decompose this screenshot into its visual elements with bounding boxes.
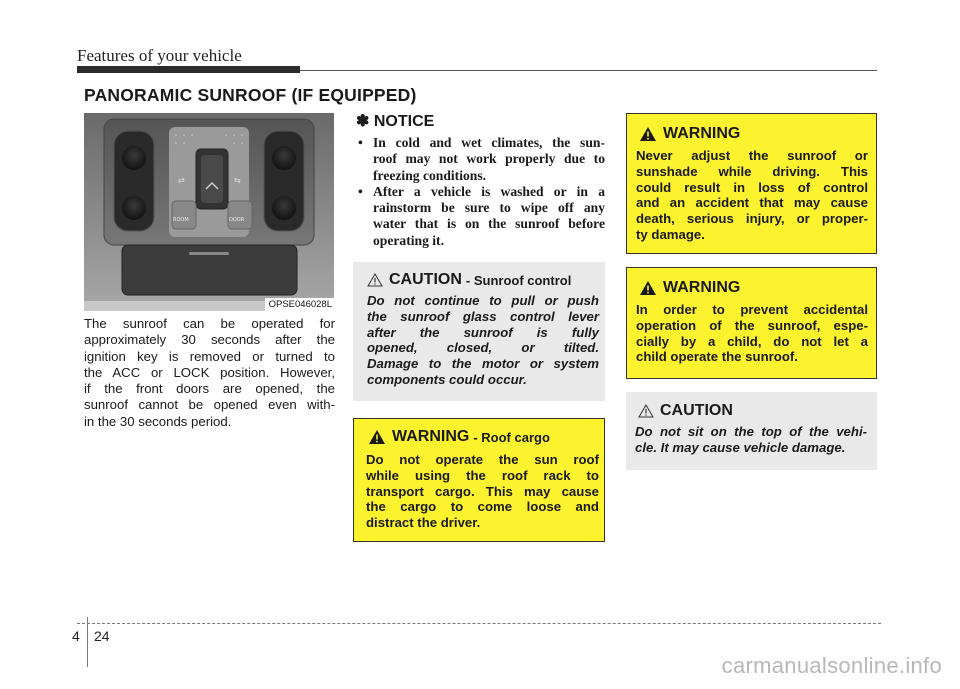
warning-child-text: [636, 302, 868, 365]
caution-line: Do not sit on the top of the vehi-: [635, 424, 867, 439]
footer-separator: [87, 617, 88, 667]
warning-child-head: [639, 279, 740, 297]
caution-line: components could occur.: [367, 371, 527, 387]
bullet-icon: •: [358, 135, 363, 150]
warning-adjust-text: [636, 148, 868, 243]
warning-cargo-head: [368, 428, 550, 446]
warning-line: sunshade while driving. This: [636, 163, 868, 179]
caution-triangle-icon: [367, 273, 383, 287]
body-line: sunroof cannot be opened even with-: [84, 397, 335, 413]
door-label: DOOR: [229, 217, 245, 223]
warning-cargo-text: [366, 452, 599, 531]
header-rule: [300, 70, 877, 71]
page-number: 24: [94, 628, 110, 644]
caution-line: cle. It may cause vehicle damage.: [635, 439, 846, 455]
caution-line: Do not continue to pull or push: [367, 293, 599, 308]
body-line: The sunroof can be operated for: [84, 316, 335, 331]
caution-line: after the sunroof is fully: [367, 324, 599, 340]
warning-line: distract the driver.: [366, 515, 481, 531]
caution-sunroof-text: [367, 293, 599, 388]
warning-triangle-icon: [639, 280, 657, 296]
notice-line: After a vehicle is washed or in a: [373, 183, 605, 199]
body-line: in the 30 seconds period.: [84, 413, 232, 429]
body-line: if the front doors are opened, the: [84, 381, 335, 397]
warning-line: Do not operate the sun roof: [366, 452, 599, 467]
warning-line: cially by a child, do not let a: [636, 333, 868, 349]
notice-heading: [356, 111, 434, 131]
warning-line: while using the roof rack to: [366, 467, 599, 483]
notice-item: [356, 135, 605, 184]
overhead-console-photo: [84, 113, 334, 311]
notice-line: rainstorm be sure to wipe off any: [373, 200, 605, 216]
warning-line: death, serious injury, or proper-: [636, 211, 868, 227]
warning-line: could result in loss of control: [636, 179, 868, 195]
svg-text:⇆: ⇆: [234, 176, 241, 185]
caution-sit-text: [635, 424, 867, 456]
warning-title: WARNING: [663, 279, 741, 296]
warning-line: operation of the sunroof, espe-: [636, 317, 868, 333]
notice-line: water that is on the sunroof before: [373, 216, 605, 232]
warning-subtitle: - Roof cargo: [473, 429, 550, 445]
body-line: ignition key is removed or turned to: [84, 348, 335, 364]
warning-adjust-head: [639, 125, 740, 143]
notice-list: [356, 135, 605, 249]
caution-sit-head: [638, 402, 733, 420]
chapter-number: 4: [72, 628, 80, 644]
warning-adjust-box: [626, 113, 877, 254]
caution-triangle-icon: [638, 404, 654, 418]
caution-sunroof-box: [353, 262, 605, 401]
warning-triangle-icon: [639, 126, 657, 142]
watermark: carmanualsonline.info: [721, 653, 942, 678]
notice-item: [356, 184, 605, 249]
caution-title: CAUTION: [660, 402, 733, 419]
header-section-title: Features of your vehicle: [77, 46, 242, 65]
footer-rule: [77, 623, 881, 624]
room-label: ROOM: [173, 217, 189, 223]
warning-line: In order to prevent accidental: [636, 302, 868, 317]
notice-line: In cold and wet climates, the sun-: [373, 135, 605, 150]
header-bar: [77, 66, 300, 73]
caution-subtitle: - Sunroof control: [465, 272, 572, 288]
bullet-icon: •: [358, 183, 363, 199]
body-line: approximately 30 seconds after the: [84, 332, 335, 348]
console-illustration: [84, 113, 334, 311]
warning-line: child operate the sunroof.: [636, 349, 798, 365]
figure-code: OPSE046028L: [265, 298, 334, 311]
caution-title: CAUTION: [389, 271, 462, 288]
caution-sit-box: [626, 392, 877, 470]
section-title: PANORAMIC SUNROOF (IF EQUIPPED): [84, 85, 417, 105]
notice-line: operating it.: [373, 232, 444, 248]
warning-line: transport cargo. This may cause: [366, 483, 599, 499]
sunroof-description: [84, 316, 335, 430]
warning-line: and an accident that may cause: [636, 195, 868, 211]
caution-line: Damage to the motor or system: [367, 356, 599, 372]
warning-title: WARNING: [392, 428, 470, 445]
caution-sunroof-head: [367, 271, 571, 289]
warning-cargo-box: [353, 418, 605, 542]
warning-child-box: [626, 267, 877, 379]
caution-line: the sunroof glass control lever: [367, 308, 599, 324]
notice-title: NOTICE: [373, 113, 435, 130]
warning-line: the cargo to come loose and: [366, 499, 599, 515]
body-line: the ACC or LOCK position. However,: [84, 364, 335, 380]
warning-title: WARNING: [663, 125, 741, 142]
notice-line: roof may not work properly due to: [373, 151, 605, 167]
notice-line: freezing conditions.: [373, 167, 487, 183]
caution-line: opened, closed, or tilted.: [367, 340, 599, 356]
warning-triangle-icon: [368, 429, 386, 445]
warning-line: Never adjust the sunroof or: [636, 148, 868, 163]
notice-symbol-icon: ✽: [356, 113, 370, 130]
warning-line: ty damage.: [636, 226, 705, 242]
svg-text:⇄: ⇄: [178, 176, 185, 185]
